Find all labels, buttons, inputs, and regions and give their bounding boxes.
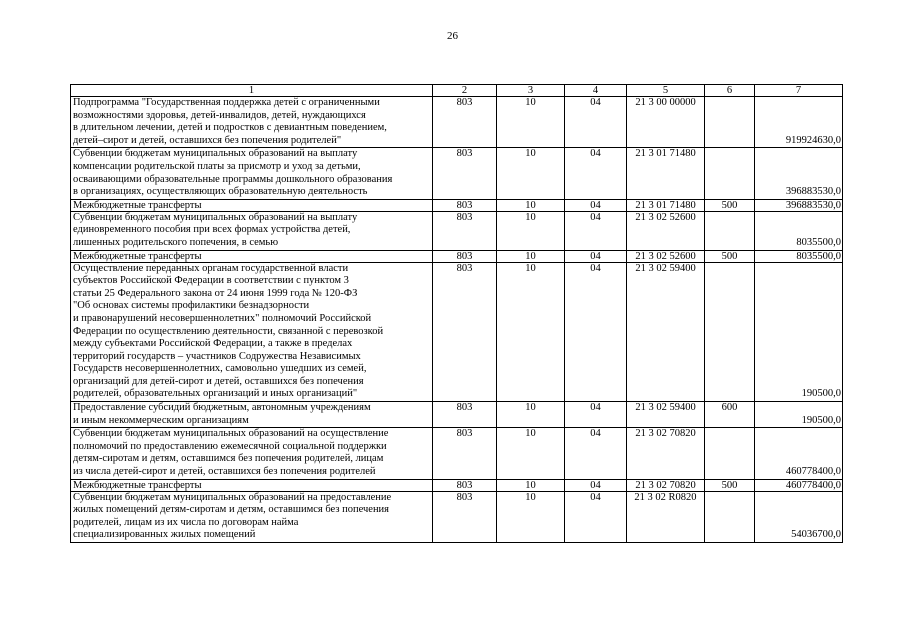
expense-type-cell <box>705 97 755 148</box>
row-name-line: специализированных жилых помещений <box>73 529 256 541</box>
header-cell: 2 <box>433 85 497 97</box>
subsection-code-cell: 04 <box>565 491 627 542</box>
expense-type-cell: 500 <box>705 250 755 262</box>
target-article-cell: 21 3 00 00000 <box>627 97 705 148</box>
expense-type-cell <box>705 211 755 250</box>
section-code-cell: 10 <box>497 97 565 148</box>
row-name-line: полномочий по предоставлению ежемесячной социальной поддержки <box>73 440 387 452</box>
row-name-cell <box>71 428 433 479</box>
row-name-cell <box>71 211 433 250</box>
row-name-line: "Об основах системы профилактики безнадзорности <box>73 300 310 312</box>
subsection-code-cell: 04 <box>565 250 627 262</box>
subsection-code-cell: 04 <box>565 428 627 479</box>
amount-cell: 54036700,0 <box>755 491 843 542</box>
expense-type-cell <box>705 491 755 542</box>
header-cell: 3 <box>497 85 565 97</box>
table-row <box>71 211 843 250</box>
amount-cell: 190500,0 <box>755 402 843 428</box>
row-name-line: Межбюджетные трансферты <box>73 250 202 262</box>
row-name-line: лишенных родительского попечения, в семью <box>73 236 279 248</box>
row-name-line: возможностями здоровья, детей-инвалидов, детей, нуждающихся <box>73 109 366 121</box>
row-name-line: Подпрограмма "Государственная поддержка детей с ограниченными <box>73 97 380 108</box>
row-name-line: жилых помещений детям-сиротам и детям, оставшимся без попечения <box>73 504 390 516</box>
row-name-line: Субвенции бюджетам муниципальных образований на выплату <box>73 211 358 223</box>
subsection-code-cell: 04 <box>565 479 627 491</box>
row-name-line: территорий государств – участников Содружества Независимых <box>73 350 361 362</box>
amount-cell: 396883530,0 <box>755 199 843 211</box>
table-row <box>71 491 843 542</box>
row-name-line: Субвенции бюджетам муниципальных образований на выплату <box>73 148 358 160</box>
row-name-line: родителей, лицам из их числа по договорам найма <box>73 516 299 528</box>
target-article-cell: 21 3 02 70820 <box>627 479 705 491</box>
row-name-line: Предоставление субсидий бюджетным, автономным учреждениям <box>73 402 371 414</box>
row-name-cell <box>71 262 433 402</box>
header-cell: 1 <box>71 85 433 97</box>
row-name-line: в организациях, осуществляющих образовательную деятельность <box>73 186 368 198</box>
subsection-code-cell: 04 <box>565 97 627 148</box>
ministry-code-cell: 803 <box>433 402 497 428</box>
table-row <box>71 199 843 211</box>
section-code-cell: 10 <box>497 491 565 542</box>
section-code-cell: 10 <box>497 199 565 211</box>
section-code-cell: 10 <box>497 402 565 428</box>
expense-type-cell: 500 <box>705 199 755 211</box>
target-article-cell: 21 3 01 71480 <box>627 199 705 211</box>
table-row <box>71 97 843 148</box>
target-article-cell: 21 3 02 52600 <box>627 211 705 250</box>
subsection-code-cell: 04 <box>565 148 627 199</box>
target-article-cell: 21 3 01 71480 <box>627 148 705 199</box>
amount-cell: 8035500,0 <box>755 211 843 250</box>
row-name-line: родителей, образовательных организаций и иных организаций" <box>73 388 358 400</box>
amount-cell: 190500,0 <box>755 262 843 402</box>
header-cell: 6 <box>705 85 755 97</box>
ministry-code-cell: 803 <box>433 199 497 211</box>
table-row <box>71 479 843 491</box>
row-name-line: Государств несовершеннолетних, самовольно ушедших из семей, <box>73 363 367 375</box>
row-name-line: из числа детей-сирот и детей, оставшихся без попечения родителей <box>73 466 376 478</box>
row-name-line: Федерации по осуществлению деятельности, связанной с перевозкой <box>73 325 384 337</box>
row-name-line: осваивающими образовательные программы дошкольного образования <box>73 173 393 185</box>
row-name-line: субъектов Российской Федерации в соответствии с пунктом 3 <box>73 275 349 287</box>
section-code-cell: 10 <box>497 428 565 479</box>
amount-cell: 460778400,0 <box>755 479 843 491</box>
expense-type-cell: 500 <box>705 479 755 491</box>
section-code-cell: 10 <box>497 211 565 250</box>
row-name-cell <box>71 491 433 542</box>
ministry-code-cell: 803 <box>433 97 497 148</box>
row-name-cell <box>71 148 433 199</box>
row-name-line: Субвенции бюджетам муниципальных образований на предоставление <box>73 491 392 503</box>
header-cell: 7 <box>755 85 843 97</box>
row-name-line: Осуществление переданных органам государственной власти <box>73 262 349 274</box>
table-row <box>71 250 843 262</box>
ministry-code-cell: 803 <box>433 491 497 542</box>
row-name-cell <box>71 199 433 211</box>
subsection-code-cell: 04 <box>565 199 627 211</box>
expense-type-cell: 600 <box>705 402 755 428</box>
subsection-code-cell: 04 <box>565 211 627 250</box>
row-name-line: Субвенции бюджетам муниципальных образований на осуществление <box>73 428 389 440</box>
row-name-line: между субъектами Российской Федерации, а также в пределах <box>73 338 353 350</box>
target-article-cell: 21 3 02 52600 <box>627 250 705 262</box>
amount-cell: 8035500,0 <box>755 250 843 262</box>
row-name-line: и иным некоммерческим организациям <box>73 414 249 426</box>
table-row <box>71 428 843 479</box>
section-code-cell: 10 <box>497 148 565 199</box>
row-name-line: статьи 25 Федерального закона от 24 июня 1999 года № 120-ФЗ <box>73 287 358 299</box>
row-name-cell <box>71 97 433 148</box>
row-name-line: в длительном лечении, детей и подростков с девиантным поведением, <box>73 122 387 134</box>
row-name-line: единовременного пособия при всех формах устройства детей, <box>73 224 351 236</box>
budget-table <box>70 84 843 543</box>
header-cell: 4 <box>565 85 627 97</box>
table-row <box>71 262 843 402</box>
row-name-cell <box>71 402 433 428</box>
subsection-code-cell: 04 <box>565 262 627 402</box>
target-article-cell: 21 3 02 70820 <box>627 428 705 479</box>
row-name-line: Межбюджетные трансферты <box>73 479 202 491</box>
table-row <box>71 148 843 199</box>
ministry-code-cell: 803 <box>433 479 497 491</box>
target-article-cell: 21 3 02 R0820 <box>627 491 705 542</box>
section-code-cell: 10 <box>497 262 565 402</box>
table-row <box>71 402 843 428</box>
ministry-code-cell: 803 <box>433 428 497 479</box>
table-header-row <box>71 85 843 97</box>
ministry-code-cell: 803 <box>433 148 497 199</box>
target-article-cell: 21 3 02 59400 <box>627 262 705 402</box>
row-name-line: детей–сирот и детей, оставшихся без попечения родителей" <box>73 134 342 146</box>
amount-cell: 919924630,0 <box>755 97 843 148</box>
amount-cell: 396883530,0 <box>755 148 843 199</box>
header-cell: 5 <box>627 85 705 97</box>
subsection-code-cell: 04 <box>565 402 627 428</box>
row-name-line: и правонарушений несовершеннолетних" полномочий Российской <box>73 312 372 324</box>
ministry-code-cell: 803 <box>433 211 497 250</box>
amount-cell: 460778400,0 <box>755 428 843 479</box>
row-name-line: Межбюджетные трансферты <box>73 199 202 211</box>
row-name-cell <box>71 479 433 491</box>
section-code-cell: 10 <box>497 250 565 262</box>
section-code-cell: 10 <box>497 479 565 491</box>
expense-type-cell <box>705 262 755 402</box>
expense-type-cell <box>705 148 755 199</box>
page-number: 26 <box>447 30 458 42</box>
ministry-code-cell: 803 <box>433 250 497 262</box>
row-name-line: компенсации родительской платы за присмотр и уход за детьми, <box>73 160 361 172</box>
expense-type-cell <box>705 428 755 479</box>
target-article-cell: 21 3 02 59400 <box>627 402 705 428</box>
ministry-code-cell: 803 <box>433 262 497 402</box>
row-name-line: детям-сиротам и детям, оставшимся без попечения родителей, лицам <box>73 453 384 465</box>
row-name-cell <box>71 250 433 262</box>
row-name-line: организаций для детей-сирот и детей, оставшихся без попечения <box>73 375 364 387</box>
